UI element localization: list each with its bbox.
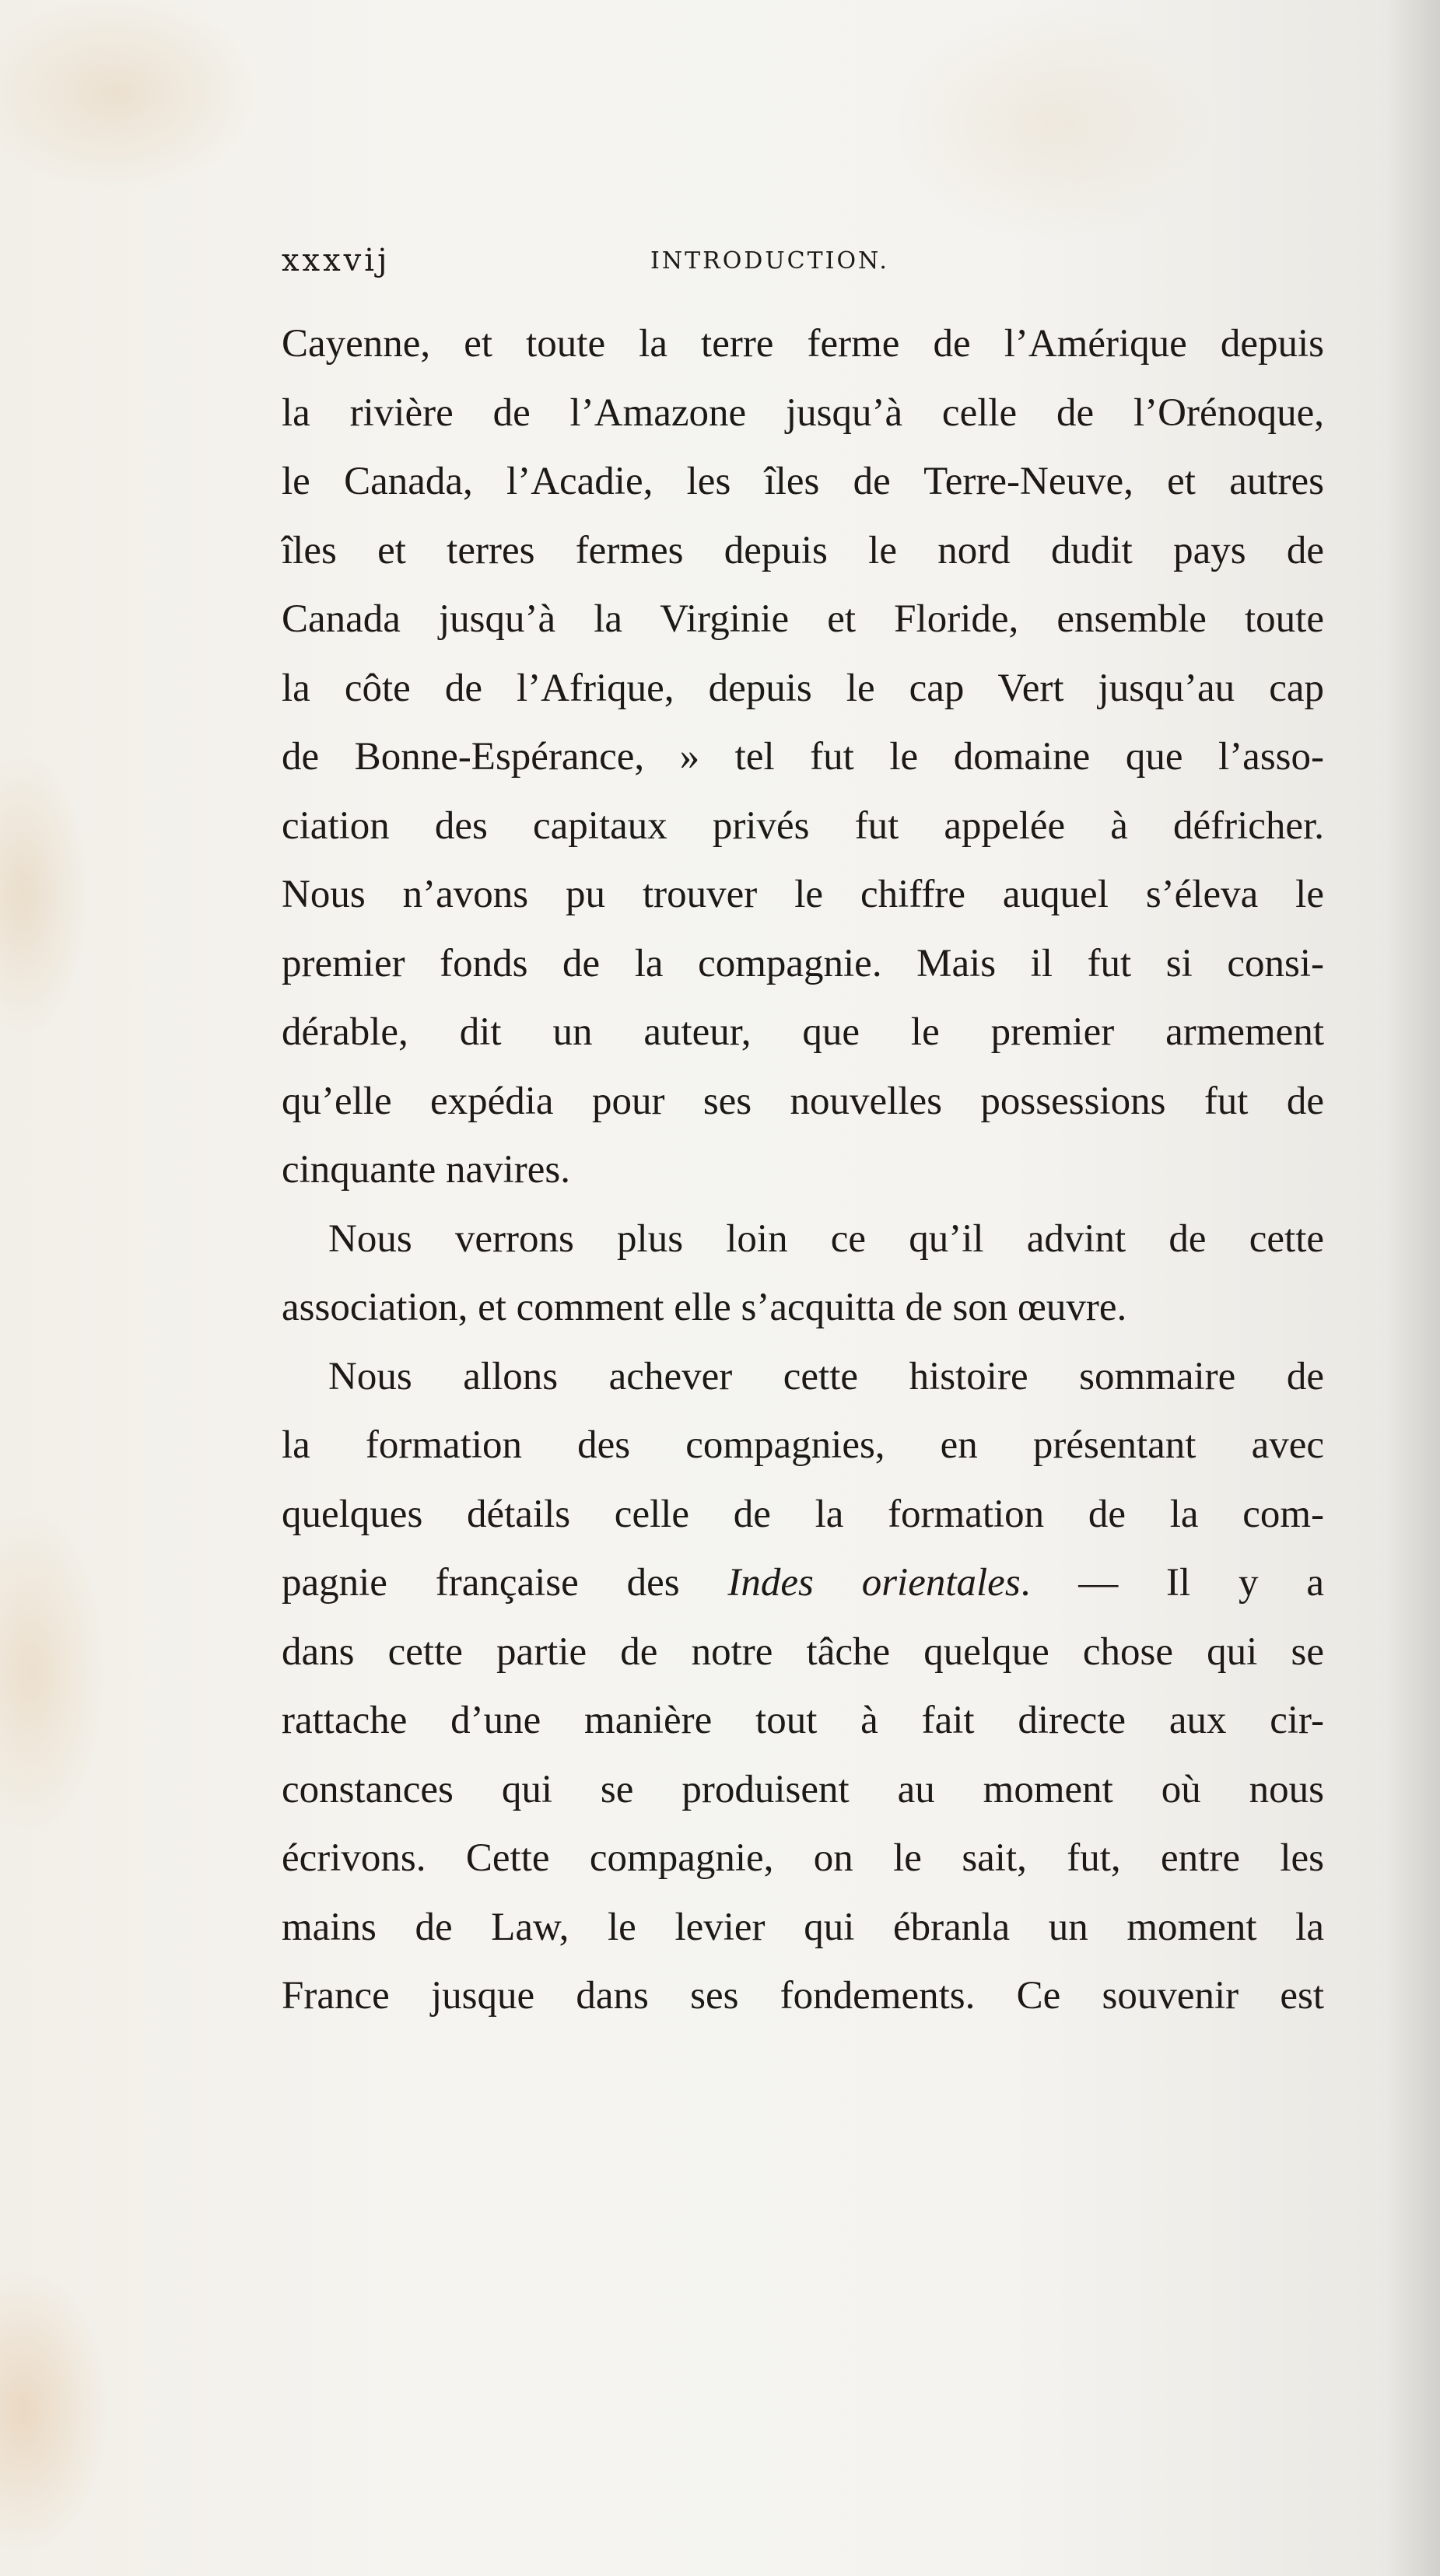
text-line: la côte de l’Afrique, depuis le cap Vert jusqu’au cap (282, 666, 1324, 710)
body-text (282, 310, 1324, 2031)
text-span: . — Il y a (1020, 1561, 1324, 1605)
text-line: association, et comment elle s’acquitta de son œuvre. (282, 1286, 1127, 1329)
italic-text: Indes orientales (727, 1561, 1021, 1605)
page-number: xxxvij (282, 243, 391, 278)
text-line: Cayenne, et toute la terre ferme de l’Amérique depuis (282, 322, 1324, 366)
text-line: Nous n’avons pu trouver le chiffre auquel s’éleva le (282, 873, 1324, 916)
running-title: INTRODUCTION. (650, 247, 889, 275)
text-line: qu’elle expédia pour ses nouvelles possessions fut de (282, 1079, 1324, 1123)
page-edge-shadow (1386, 0, 1440, 2576)
text-line: dans cette partie de notre tâche quelque chose qui se (282, 1629, 1324, 1674)
text-line: Nous verrons plus loin ce qu’il advint de cette (328, 1216, 1324, 1261)
text-line: cinquante navires. (282, 1148, 571, 1192)
text-line: îles et terres fermes depuis le nord dudit pays de (282, 528, 1324, 572)
text-line: ciation des capitaux privés fut appelée à défricher. (282, 803, 1324, 848)
text-line: premier fonds de la compagnie. Mais il fut si consi- (282, 941, 1324, 985)
text-line-with-italic (282, 1549, 1324, 1618)
text-line: constances qui se produisent au moment où nous (282, 1767, 1324, 1811)
text-line: Canada jusqu’à la Virginie et Floride, ensemble toute (282, 597, 1324, 641)
text-line: dérable, dit un auteur, que le premier armement (282, 1010, 1324, 1054)
text-line: le Canada, l’Acadie, les îles de Terre-Neuve, et autres (282, 460, 1324, 503)
text-line: rattache d’une manière tout à fait directe aux cir- (282, 1699, 1324, 1742)
text-line: écrivons. Cette compagnie, on le sait, fut, entre les (282, 1836, 1324, 1880)
text-line: Nous allons achever cette histoire sommaire de (328, 1354, 1324, 1398)
text-line: la formation des compagnies, en présentant avec (282, 1423, 1324, 1467)
text-line: quelques détails celle de la formation de la com- (282, 1492, 1324, 1536)
running-head (282, 243, 1324, 289)
text-span: pagnie française des (282, 1561, 728, 1605)
text-line: de Bonne-Espérance, » tel fut le domaine que l’asso- (282, 735, 1324, 779)
text-line: France jusque dans ses fondements. Ce souvenir est (282, 1974, 1324, 2018)
text-line: la rivière de l’Amazone jusqu’à celle de l’Orénoque, (282, 390, 1324, 435)
text-line: mains de Law, le levier qui ébranla un moment la (282, 1905, 1324, 1949)
